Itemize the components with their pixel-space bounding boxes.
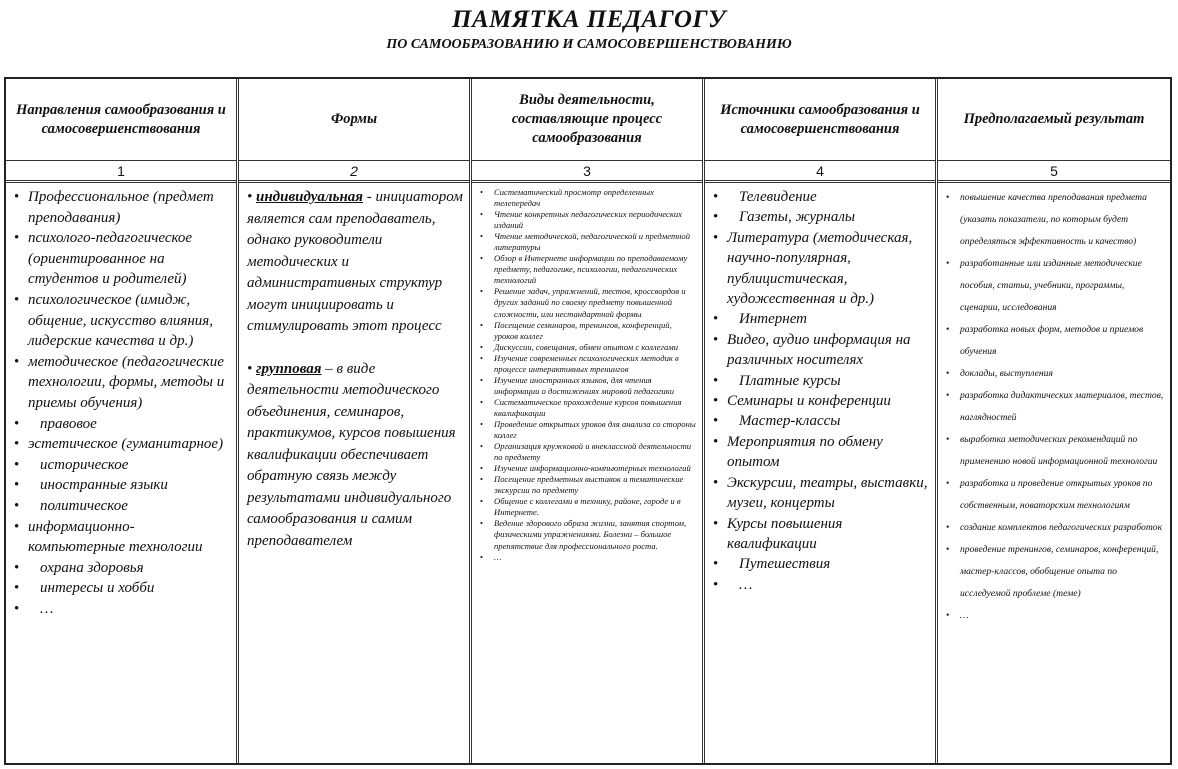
list-item: • Семинары и конференции [713,391,929,411]
column-activities [472,79,705,763]
column-header: Направления самообразования и самосовершенствования [6,79,236,161]
list-item: • Проведение открытых уроков для анализа со стороны коллег [480,419,696,441]
list-item: • разработанные или изданные методические пособия, статьи, учебники, программы, сценарии, исследования [946,253,1164,319]
form-label: индивидуальная [256,189,364,205]
memo-table [4,77,1172,765]
list-item: • историческое [14,455,230,476]
list-item: • Курсы повышения квалификации [713,514,929,555]
list-item: • повышение качества преподавания предмета (указать показатели, по которым будет определяться эффективность и качество) [946,187,1164,253]
list-item: • выработка методических рекомендаций по применению новой информационной технологии [946,429,1164,473]
list-item: • доклады, выступления [946,363,1164,385]
list-item: • проведение тренингов, семинаров, конференций, мастер-классов, обобщение опыта по исследуемой проблеме (теме) [946,539,1164,605]
list-item: • Литература (методическая, научно-популярная, публицистическая, художественная и др.) [713,228,929,310]
list-item: • Изучение современных психологических методик в процессе интерактивных тренингов [480,353,696,375]
list-item: • разработка и проведение открытых уроков по собственным, новаторским технологиям [946,473,1164,517]
list-item: • Мастер-классы [713,411,929,431]
page-title: ПАМЯТКА ПЕДАГОГУ [452,6,726,33]
list-item: • … [480,552,696,563]
form-text: - инициатором является сам преподаватель, однако руководители методических и административных структур могут инициировать и стимулировать этот процесс [247,189,463,334]
list-item: • Видео, аудио информация на различных носителях [713,330,929,371]
list-item: • психолого-педагогическое (ориентированное на студентов и родителей) [14,228,230,290]
list-item: • … [946,605,1164,627]
list-item: • … [713,575,929,595]
column-number: 4 [705,161,935,183]
list-item: • охрана здоровья [14,558,230,579]
list-item: • разработка новых форм, методов и приемов обучения [946,319,1164,363]
results-list [946,187,1164,627]
column-header: Предполагаемый результат [938,79,1170,161]
list-item: • Путешествия [713,554,929,574]
list-item: • Газеты, журналы [713,207,929,227]
list-item: • Изучение информационно-компьютерных технологий [480,463,696,474]
list-item: • разработка дидактических материалов, тестов, наглядностей [946,385,1164,429]
sources-list [713,187,929,595]
column-sources [705,79,938,763]
form-text: – в виде деятельности методического объединения, семинаров, практикумов, курсов повышения квалификации обеспечивает обратную связь между результатами индивидуального самообразования и самим преподавателем [247,360,456,549]
bullet-icon: • [247,360,257,377]
bullet-icon: • [247,189,257,205]
list-item: • Мероприятия по обмену опытом [713,432,929,473]
list-item: • Посещение предметных выставок и тематические экскурсии по предмету [480,474,696,496]
list-item: • Чтение конкретных педагогических периодических изданий [480,209,696,231]
column-header: Формы [239,79,469,161]
column-number: 3 [472,161,702,183]
column-number: 5 [938,161,1170,183]
list-item: • Ведение здорового образа жизни, занятия спортом, физическими упражнениями. Болезни – большое препятствие для профессионального роста. [480,518,696,551]
form-individual [247,187,463,338]
column-body [472,183,702,563]
activities-list [480,187,696,563]
list-item: • Общение с коллегами в технику, районе, городе и в Интернете. [480,496,696,518]
list-item: • Систематическое прохождение курсов повышения квалификации [480,397,696,419]
list-item: • иностранные языки [14,475,230,496]
list-item: • интересы и хобби [14,578,230,599]
list-item: • правовое [14,414,230,435]
list-item: • Интернет [713,309,929,329]
title-block [0,6,1178,54]
list-item: • Профессиональное (предмет преподавания) [14,187,230,228]
list-item: • методическое (педагогические технологии, формы, методы и приемы обучения) [14,352,230,414]
form-group [247,359,463,553]
list-item: • Решение задач, упражнений, тестов, кроссвордов и других заданий по своему предмету повышенной сложности, или нестандартной формы [480,286,696,319]
list-item: • Посещение семинаров, тренингов, конференций, уроков коллег [480,320,696,342]
list-item: • создание комплектов педагогических разработок [946,517,1164,539]
list-item: • Изучение иностранных языков, для чтения информации о достижениях мировой педагогики [480,375,696,397]
list-item: • Дискуссии, совещания, обмен опытом с коллегами [480,342,696,353]
column-directions [6,79,239,763]
list-item: • психологическое (имидж, общение, искусство влияния, лидерские качества и др.) [14,290,230,352]
column-body [239,183,469,552]
page-subtitle: ПО САМООБРАЗОВАНИЮ И САМОСОВЕРШЕНСТВОВАНИЮ [386,37,792,52]
column-forms [239,79,472,763]
column-header: Виды деятельности, составляющие процесс самообразования [472,79,702,161]
list-item: • Платные курсы [713,371,929,391]
column-body [705,183,935,595]
column-header: Источники самообразования и самосовершенствования [705,79,935,161]
column-body [938,183,1170,627]
column-number: 1 [6,161,236,183]
list-item: • Обзор в Интернете информации по преподаваемому предмету, педагогике, психологии, педагогических технологий [480,253,696,286]
list-item: • Экскурсии, театры, выставки, музеи, концерты [713,473,929,514]
column-body [6,183,236,619]
list-item: • информационно-компьютерные технологии [14,517,230,558]
column-number: 2 [239,161,469,183]
form-label: групповая [256,360,322,377]
list-item: • Систематический просмотр определенных телепередач [480,187,696,209]
list-item: • … [14,599,230,620]
column-results [938,79,1170,763]
list-item: • эстетическое (гуманитарное) [14,434,230,455]
directions-list [14,187,230,619]
list-item: • Чтение методической, педагогической и предметной литературы [480,231,696,253]
list-item: • Организация кружковой и внеклассной деятельности по предмету [480,441,696,463]
list-item: • политическое [14,496,230,517]
list-item: • Телевидение [713,187,929,207]
